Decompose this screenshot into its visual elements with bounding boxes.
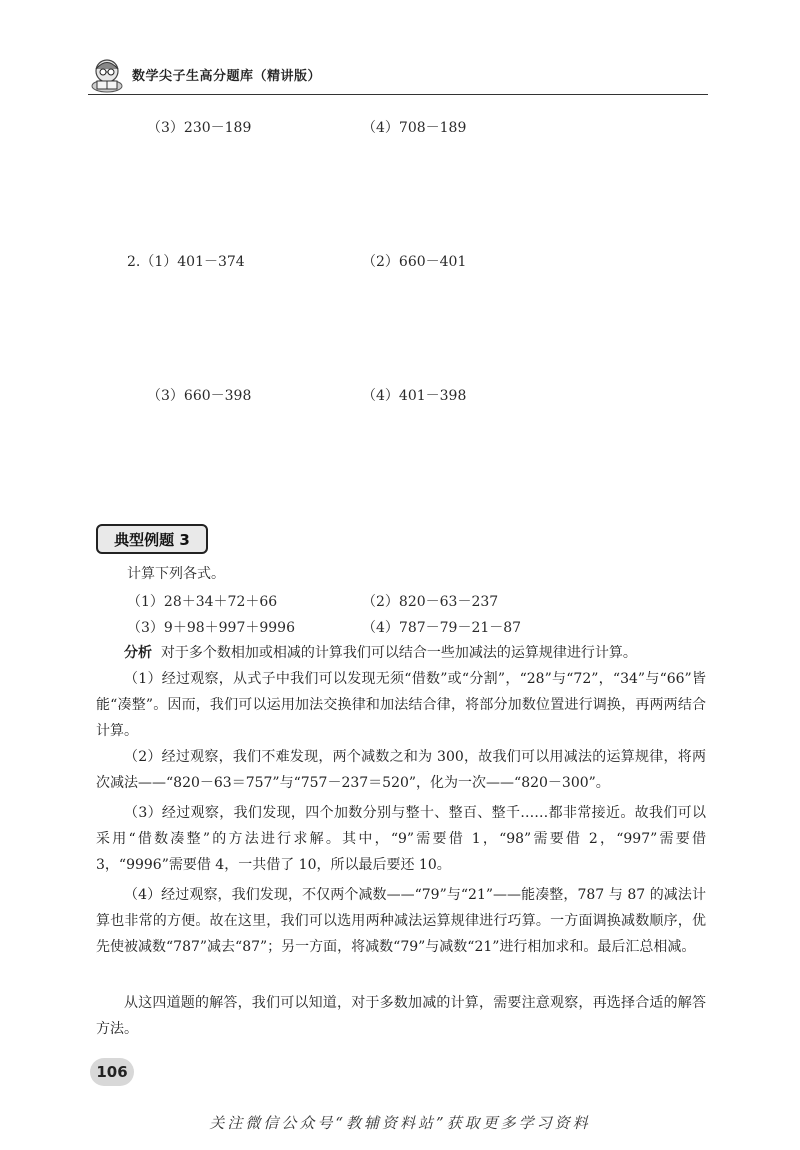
explanation-4: （4）经过观察，我们发现，不仅两个减数——“79”与“21”——能凑整，787 与 87 的减法计算也非常的方便。故在这里，我们可以选用两种减法运算规律进行巧算。一方面调换减数顺序，优先使被减数“787”减去“87”；另一方面，将减数“79”与减数“21”进行相加求和。最后汇总相减。 bbox=[96, 887, 706, 955]
book-title: 数学尖子生高分题库（精讲版） bbox=[132, 69, 322, 84]
page-header bbox=[88, 56, 708, 96]
example-prompt: 计算下列各式。 bbox=[127, 566, 225, 582]
problem-1-4: （4）708－189 bbox=[362, 120, 467, 136]
example-item-4: （4）787－79－21－87 bbox=[362, 620, 522, 636]
example-label-badge: 典型例题 3 bbox=[96, 524, 208, 554]
conclusion: 从这四道题的解答，我们可以知道，对于多数加减的计算，需要注意观察，再选择合适的解答方法。 bbox=[96, 995, 706, 1037]
example-item-1: （1）28＋34＋72＋66 bbox=[127, 594, 278, 610]
explanation-2: （2）经过观察，我们不难发现，两个减数之和为 300，故我们可以用减法的运算规律，将两次减法——“820－63＝757”与“757－237＝520”，化为一次——“820－300”。 bbox=[96, 749, 706, 791]
example-item-2: （2）820－63－237 bbox=[362, 594, 499, 610]
analysis-label: 分析 bbox=[124, 645, 152, 661]
explanation-1: （1）经过观察，从式子中我们可以发现无须“借数”或“分割”，“28”与“72”，“34”与“66”皆能“凑整”。因而，我们可以运用加法交换律和加法结合律，将部分加数位置进行调换，再两两结合计算。 bbox=[96, 671, 706, 739]
footer-note: 关注微信公众号“教辅资料站”获取更多学习资料 bbox=[209, 1114, 591, 1132]
problem-1-3: （3）230－189 bbox=[147, 120, 252, 136]
explanation-3: （3）经过观察，我们发现，四个加数分别与整十、整百、整千……都非常接近。故我们可以采用“借数凑整”的方法进行求解。其中，“9”需要借 1，“98”需要借 2，“997”需要借 3，“9996”需要借 4，一共借了 10，所以最后要还 10。 bbox=[96, 805, 706, 873]
header-divider bbox=[88, 94, 708, 95]
problem-2-2: （2）660－401 bbox=[362, 254, 467, 270]
analysis-text: 对于多个数相加或相减的计算我们可以结合一些加减法的运算规律进行计算。 bbox=[160, 645, 637, 661]
problem-2-4: （4）401－398 bbox=[362, 388, 467, 404]
page-number: 106 bbox=[90, 1058, 134, 1086]
problem-2-3: （3）660－398 bbox=[147, 388, 252, 404]
example-item-3: （3）9＋98＋997＋9996 bbox=[127, 620, 295, 636]
problem-2-1: 2.（1）401－374 bbox=[127, 254, 245, 270]
analysis-paragraph bbox=[96, 640, 706, 666]
mascot-reading-icon bbox=[88, 56, 126, 94]
